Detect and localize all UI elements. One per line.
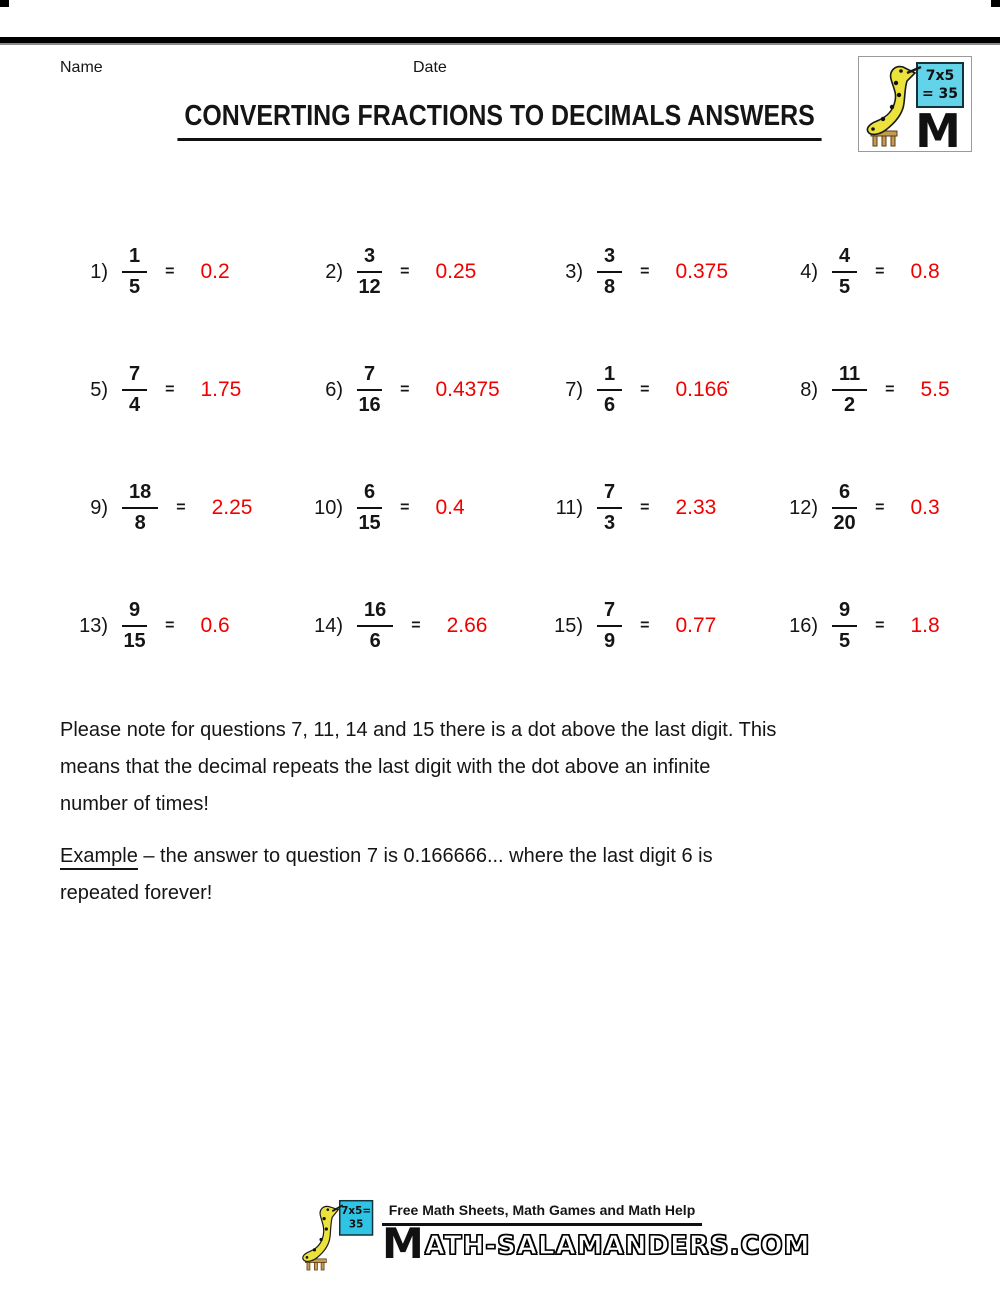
problem-number: 14) — [314, 614, 343, 637]
fraction — [597, 599, 622, 653]
fraction — [122, 245, 147, 299]
fraction — [357, 363, 382, 417]
fraction-numerator: 6 — [832, 481, 857, 509]
problem-number: 9) — [90, 496, 108, 519]
problem-number: 3) — [565, 260, 583, 283]
equals-sign: = — [640, 617, 650, 634]
fraction — [357, 599, 393, 653]
board-text: 35 — [348, 1218, 364, 1231]
problem-number: 5) — [90, 378, 108, 401]
footer-divider — [382, 1223, 702, 1226]
fraction — [832, 481, 857, 535]
footer-brand — [382, 1219, 811, 1268]
name-label: Name — [60, 59, 103, 76]
problem-number: 11) — [555, 496, 583, 519]
fraction-denominator: 6 — [369, 630, 381, 652]
equals-sign: = — [875, 263, 885, 280]
problem-item — [60, 468, 295, 548]
equals-sign: = — [640, 499, 650, 516]
answer-value: 0.166̇ — [675, 378, 729, 401]
problem-item — [295, 350, 535, 430]
problems-grid — [60, 232, 950, 666]
fraction-numerator: 11 — [832, 363, 867, 391]
fraction — [597, 363, 622, 417]
fraction-denominator: 15 — [123, 630, 146, 652]
fraction — [122, 363, 147, 417]
fraction — [122, 481, 158, 535]
problem-item — [60, 586, 295, 666]
fraction — [832, 245, 857, 299]
note-line: Please note for questions 7, 11, 14 and 15 there is a dot above the last digit. This — [60, 719, 777, 741]
scan-corner-mark — [991, 0, 1000, 7]
fraction-denominator: 15 — [358, 512, 381, 534]
note-line: means that the decimal repeats the last digit with the dot above an infinite — [60, 756, 711, 778]
fraction-numerator: 6 — [357, 481, 382, 509]
problem-number: 4) — [800, 260, 818, 283]
equals-sign: = — [875, 617, 885, 634]
example-paragraph — [60, 838, 950, 912]
problem-item — [295, 468, 535, 548]
equals-sign: = — [400, 263, 410, 280]
fraction-denominator: 3 — [604, 512, 616, 534]
fraction-denominator: 8 — [604, 276, 616, 298]
fraction — [832, 599, 857, 653]
scan-corner-mark — [0, 0, 9, 7]
fraction-denominator: 4 — [129, 394, 141, 416]
problem-item — [535, 232, 770, 312]
fraction-denominator: 2 — [844, 394, 856, 416]
header-divider — [0, 37, 1000, 45]
example-line: Example – the answer to question 7 is 0.166666... where the last digit 6 is — [60, 838, 950, 875]
problem-number: 2) — [325, 260, 343, 283]
page-title: CONVERTING FRACTIONS TO DECIMALS ANSWERS — [0, 100, 1000, 141]
problem-number: 13) — [79, 614, 108, 637]
board-text: = 35 — [921, 86, 959, 102]
equals-sign: = — [165, 381, 175, 398]
footer-tagline: Free Math Sheets, Math Games and Math Help — [388, 1202, 696, 1218]
logo-m-letter: M — [915, 104, 961, 149]
problem-number: 12) — [789, 496, 818, 519]
problem-number: 10) — [314, 496, 343, 519]
footer-salamander-logo-icon — [298, 1196, 380, 1274]
problem-item — [60, 350, 295, 430]
fraction-numerator: 4 — [832, 245, 857, 273]
fraction-denominator: 5 — [839, 276, 851, 298]
fraction-numerator: 7 — [122, 363, 147, 391]
answer-value: 2.33 — [675, 496, 717, 519]
problem-item — [60, 232, 295, 312]
note-line: number of times! — [60, 793, 209, 815]
problem-number: 1) — [90, 260, 108, 283]
fraction-denominator: 8 — [134, 512, 146, 534]
fraction-numerator: 1 — [597, 363, 622, 391]
fraction-numerator: 3 — [597, 245, 622, 273]
problem-item — [770, 232, 940, 312]
board-text: 7x5= — [341, 1205, 372, 1218]
answer-value: 0.2 — [200, 260, 230, 283]
brand-name-text: ATH-SALAMANDERS.COM — [424, 1230, 811, 1261]
fraction-numerator: 9 — [832, 599, 857, 627]
answer-value: 1.8 — [910, 614, 940, 637]
example-line: repeated forever! — [60, 882, 213, 904]
fraction — [357, 481, 382, 535]
equals-sign: = — [640, 263, 650, 280]
problem-item — [295, 232, 535, 312]
fraction-numerator: 1 — [122, 245, 147, 273]
problem-item — [535, 350, 770, 430]
answer-value: 1.75 — [200, 378, 242, 401]
equals-sign: = — [176, 499, 186, 516]
fraction-denominator: 9 — [604, 630, 616, 652]
salamander-icon — [303, 1205, 343, 1261]
fraction — [597, 481, 622, 535]
answer-value: 0.6 — [200, 614, 230, 637]
fraction-denominator: 5 — [839, 630, 851, 652]
fraction — [122, 599, 147, 653]
answer-value: 0.8 — [910, 260, 940, 283]
problem-number: 16) — [789, 614, 818, 637]
answer-value: 2.66 — [446, 614, 488, 637]
date-label: Date — [413, 59, 447, 76]
equals-sign: = — [400, 499, 410, 516]
problem-item — [535, 586, 770, 666]
footer-branding — [0, 1196, 1000, 1274]
equals-sign: = — [875, 499, 885, 516]
equals-sign: = — [165, 263, 175, 280]
answer-value: 2.25 — [211, 496, 253, 519]
board-text: 7x5 — [925, 68, 955, 84]
equals-sign: = — [640, 381, 650, 398]
equals-sign: = — [165, 617, 175, 634]
brand-m-letter: M — [382, 1219, 424, 1268]
problem-number: 7) — [565, 378, 583, 401]
problem-number: 8) — [800, 378, 818, 401]
problem-number: 6) — [325, 378, 343, 401]
problem-item — [535, 468, 770, 548]
problem-item — [295, 586, 535, 666]
fraction — [832, 363, 867, 417]
answer-value: 0.3 — [910, 496, 940, 519]
fraction-denominator: 20 — [833, 512, 856, 534]
equals-sign: = — [885, 381, 895, 398]
fraction-numerator: 7 — [357, 363, 382, 391]
problem-item — [770, 350, 950, 430]
fraction-denominator: 5 — [129, 276, 141, 298]
equals-sign: = — [400, 381, 410, 398]
answer-value: 0.4 — [435, 496, 465, 519]
fraction-denominator: 12 — [358, 276, 381, 298]
problem-item — [770, 468, 940, 548]
fraction-numerator: 7 — [597, 599, 622, 627]
fraction-numerator: 7 — [597, 481, 622, 509]
fraction-denominator: 16 — [358, 394, 381, 416]
fraction-numerator: 18 — [122, 481, 158, 509]
fraction-numerator: 3 — [357, 245, 382, 273]
answer-value: 5.5 — [920, 378, 950, 401]
fraction-numerator: 9 — [122, 599, 147, 627]
fraction — [597, 245, 622, 299]
example-word: Example — [60, 845, 138, 870]
answer-value: 0.77 — [675, 614, 717, 637]
answer-value: 0.25 — [435, 260, 477, 283]
fraction-numerator: 16 — [357, 599, 393, 627]
footer-text-block — [382, 1196, 811, 1268]
problem-item — [770, 586, 940, 666]
equals-sign: = — [411, 617, 421, 634]
fraction — [357, 245, 382, 299]
answer-value: 0.4375 — [435, 378, 500, 401]
problem-number: 15) — [554, 614, 583, 637]
answer-value: 0.375 — [675, 260, 729, 283]
note-paragraph — [60, 712, 950, 823]
fraction-denominator: 6 — [604, 394, 616, 416]
